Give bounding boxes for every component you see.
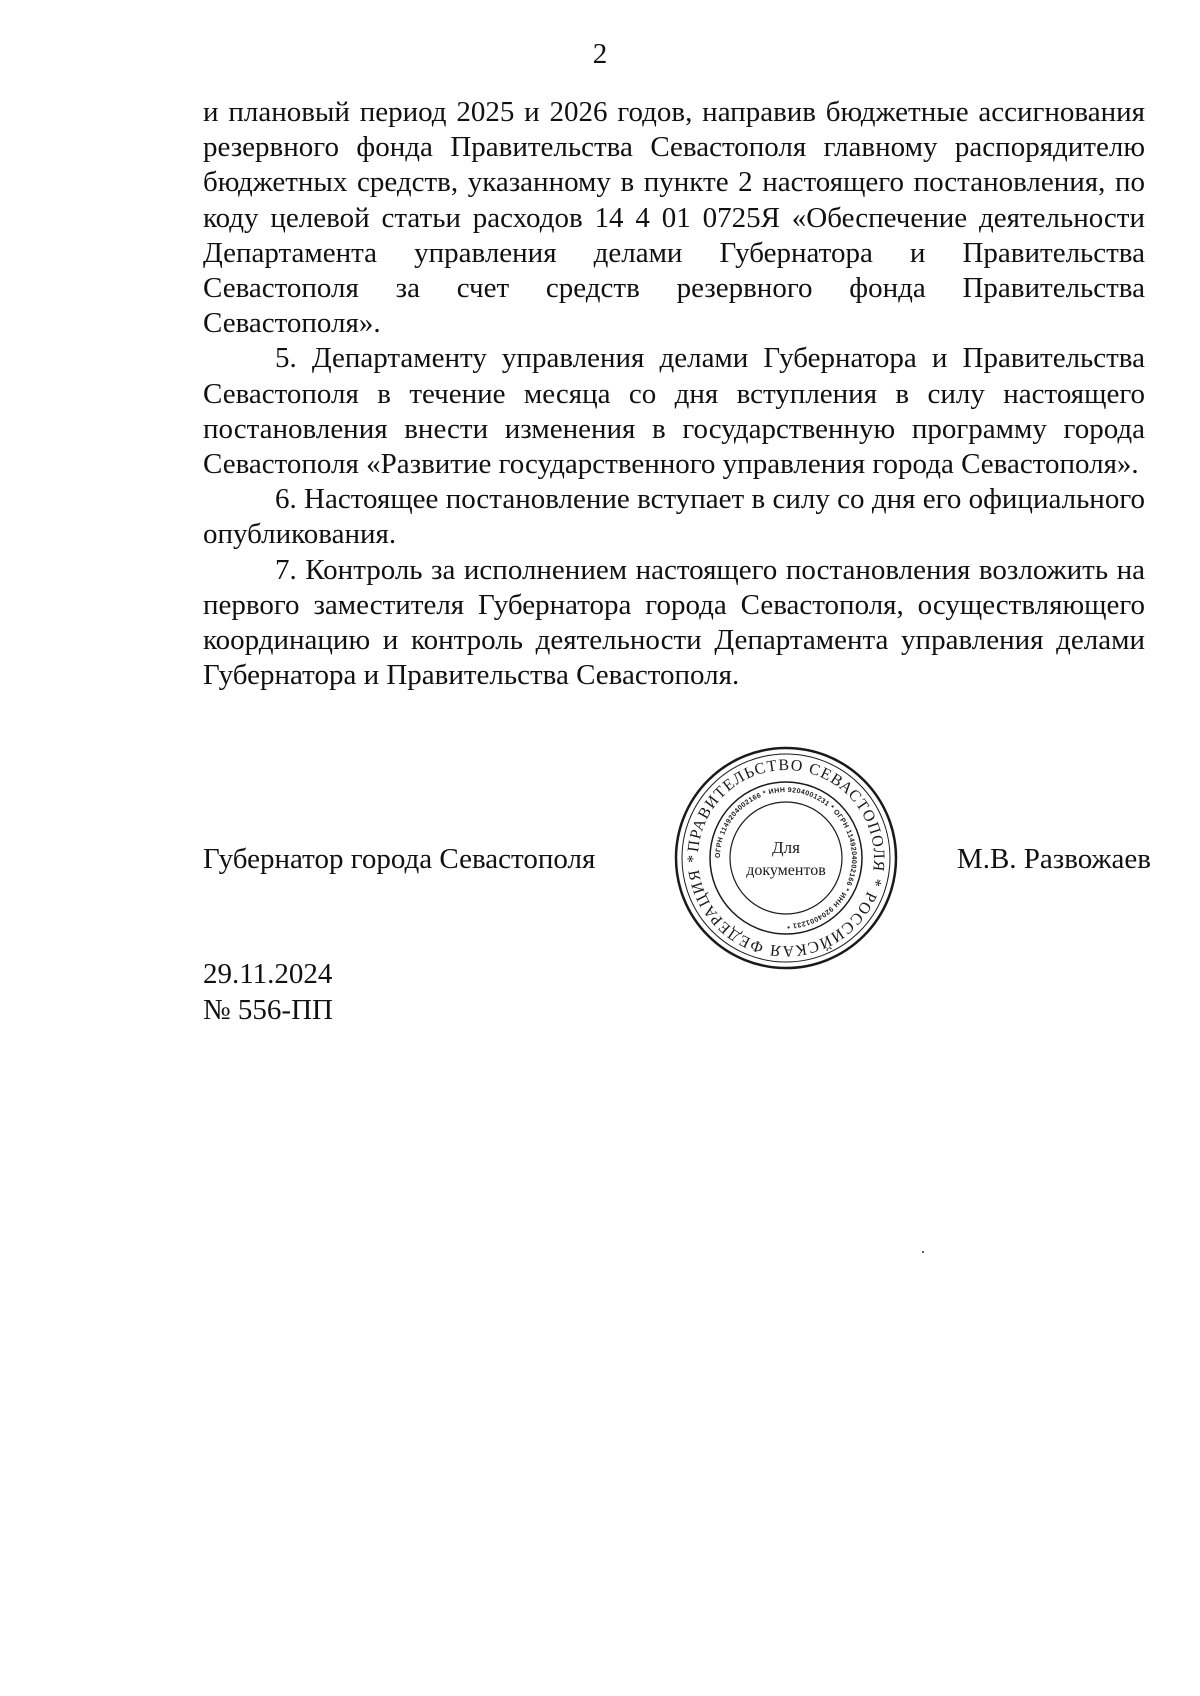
- seal-graphic: [673, 745, 899, 971]
- document-number: № 556-ПП: [203, 994, 333, 1026]
- seal-inner-text: ОГРН 1149204002166 * ИНН 9204001231 * ОГРН 1149204002166 * ИНН 9204001231 *: [714, 786, 858, 930]
- paragraph-continuation: и плановый период 2025 и 2026 годов, направив бюджетные ассигнования резервного фонда Правительства Севастополя главному распорядителю бюджетных средств, указанному в пункте 2 настоящего постановления, по коду целевой статьи расходов 14 4 01 0725Я «Обеспечение деятельности Департамента управления делами Губернатора и Правительства Севастополя за счет средств резервного фонда Правительства Севастополя».: [203, 96, 1145, 340]
- paragraph-7: 7. Контроль за исполнением настоящего постановления возложить на первого заместителя Губернатора города Севастополя, осуществляющего координацию и контроль деятельности Департамента управления делами Губернатора и Правительства Севастополя.: [203, 553, 1145, 692]
- seal-center-line2: документов: [746, 862, 826, 879]
- seal-center-line1: Для: [772, 838, 800, 857]
- scan-speck: [922, 1251, 924, 1253]
- paragraph-6: 6. Настоящее постановление вступает в силу со дня его официального опубликования.: [203, 483, 1145, 551]
- document-body: [203, 95, 1145, 693]
- seal-outer-text: ПРАВИТЕЛЬСТВО СЕВАСТОПОЛЯ * РОССИЙСКАЯ ФЕДЕРАЦИЯ *: [684, 756, 888, 960]
- official-seal: [673, 745, 899, 971]
- seal-outer-ring: [676, 748, 896, 968]
- signatory-name: М.В. Развожаев: [956, 843, 1151, 875]
- seal-outer-ring-thin: [682, 754, 890, 962]
- document-date: 29.11.2024: [203, 958, 333, 990]
- page-number: 2: [592, 38, 608, 70]
- seal-inner-ring: [730, 802, 842, 914]
- signatory-title: Губернатор города Севастополя: [203, 843, 596, 875]
- paragraph-5: 5. Департаменту управления делами Губернатора и Правительства Севастополя в течение месяца со дня вступления в силу настоящего постановления внести изменения в государственную программу города Севастополя «Развитие государственного управления города Севастополя».: [203, 342, 1145, 481]
- seal-middle-ring: [710, 782, 862, 934]
